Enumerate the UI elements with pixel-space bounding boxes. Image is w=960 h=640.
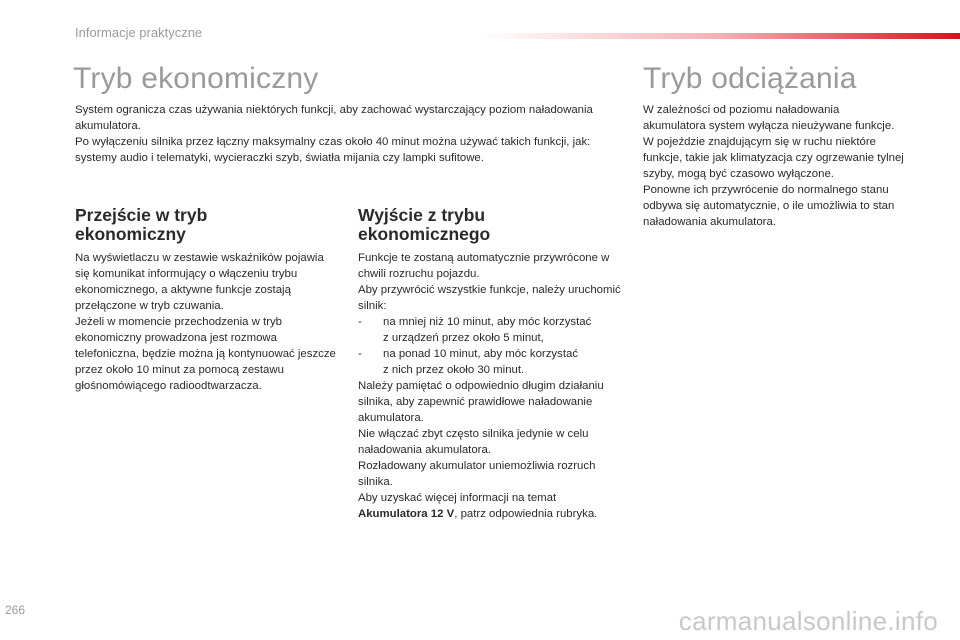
entry-paragraph-1: Na wyświetlaczu w zestawie wskaźników pojawia się komunikat informujący o włączeniu trybu ekonomicznego, a aktywne funkcje zostają przełączone w tryb czuwania. [75,252,324,312]
exit-paragraph-5: Rozładowany akumulator uniemożliwia rozruch silnika. [358,460,596,488]
exit-title-line2: ekonomicznego [358,224,491,244]
eco-intro-p2: Po wyłączeniu silnika przez łączny maksymalny czas około 40 minut można używać takich funkcji, jak: systemy audio i telematyki, wycieraczki szyb, światła mijania czy lampki sufitowe. [75,136,591,164]
load-paragraph-2: W pojeździe znajdującym się w ruchu niektóre funkcje, takie jak klimatyzacja czy ogrzewanie tylnej szyby, mogą być czasowo wyłączone. [643,136,904,180]
eco-intro-p1: System ogranicza czas używania niektórych funkcji, aby zachować wystarczający poziom naładowania akumulatora. [75,104,593,132]
list-item-line1: na ponad 10 minut, aby móc korzystać [383,348,579,360]
list-item-line2: z urządzeń przez około 5 minut, [383,332,544,344]
exit-title-line1: Wyjście z trybu [358,205,486,225]
list-dash: - [358,316,362,328]
entry-body [75,250,337,394]
load-paragraph-3: Ponowne ich przywrócenie do normalnego stanu odbywa się automatycznie, o ile umożliwia to stan naładowania akumulatora. [643,184,895,228]
exit-body [358,250,624,522]
exit-p6-prefix: Aby uzyskać więcej informacji na temat [358,492,557,504]
load-shedding-title: Tryb odciążania [643,62,857,95]
entry-paragraph-2: Jeżeli w momencie przechodzenia w tryb ekonomiczny prowadzona jest rozmowa telefoniczna, będzie można ją kontynuować jeszcze przez około 10 minut za pomocą zestawu głośnomówiącego radioodtwarzacza. [75,316,336,392]
battery-reference: Akumulatora 12 V [358,508,455,520]
list-item [358,314,624,346]
exit-section-title [358,206,618,244]
running-header: Informacje praktyczne [75,25,203,40]
exit-paragraph-4: Nie włączać zbyt często silnika jedynie w celu naładowania akumulatora. [358,428,589,456]
exit-p6-suffix: , patrz odpowiednia rubryka. [454,508,598,520]
exit-paragraph-6 [358,490,624,522]
exit-paragraph-2: Aby przywrócić wszystkie funkcje, należy uruchomić silnik: [358,284,621,312]
entry-title-line1: Przejście w tryb [75,205,208,225]
exit-paragraph-1: Funkcje te zostaną automatycznie przywrócone w chwili rozruchu pojazdu. [358,252,610,280]
watermark: carmanualsonline.info [678,606,938,636]
list-item [358,346,624,378]
eco-intro [75,102,615,166]
list-item-line1: na mniej niż 10 minut, aby móc korzystać [383,316,592,328]
list-item-line2: z nich przez około 30 minut. [383,364,525,376]
entry-section-title [75,206,335,244]
page-number: 266 [5,603,26,617]
exit-paragraph-3: Należy pamiętać o odpowiednio długim działaniu silnika, aby zapewnić prawidłowe naładowanie akumulatora. [358,380,604,424]
load-body [643,102,905,230]
load-paragraph-1: W zależności od poziomu naładowania akumulatora system wyłącza nieużywane funkcje. [643,104,895,132]
header-accent-rule [480,33,960,39]
entry-title-line2: ekonomiczny [75,224,186,244]
eco-mode-title: Tryb ekonomiczny [73,62,319,95]
list-dash: - [358,348,362,360]
